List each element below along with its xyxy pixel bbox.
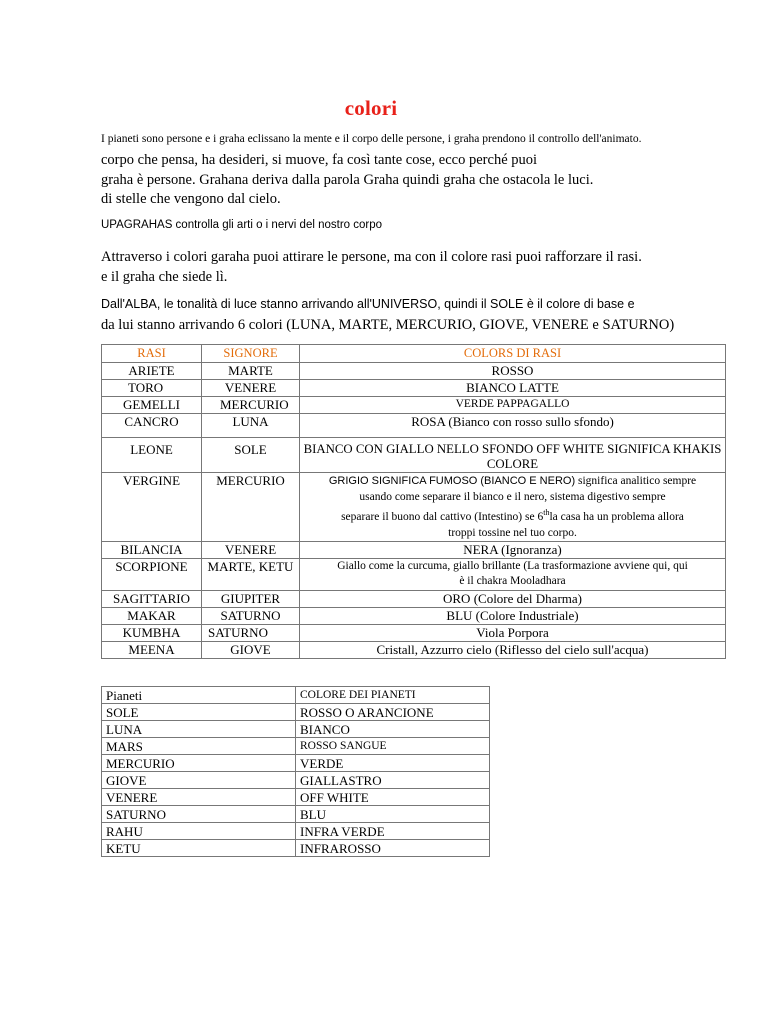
- colore-cell: BLU (Colore Industriale): [300, 607, 726, 624]
- paragraph-line: Dall'ALBA, le tonalità di luce stanno arrivando all'UNIVERSO, quindi il SOLE è il colore di base e: [101, 297, 635, 311]
- table-row: [102, 558, 726, 590]
- signore-cell: MARTE: [202, 363, 300, 380]
- rasi-cell: ARIETE: [102, 363, 202, 380]
- table-row: [102, 414, 726, 438]
- colore-cell: ORO (Colore del Dharma): [300, 590, 726, 607]
- signore-cell: MARTE, KETU: [202, 558, 300, 590]
- column-header: RASI: [102, 345, 202, 363]
- table-row: [102, 806, 490, 823]
- colore-cell: Viola Porpora: [300, 624, 726, 641]
- colore-cell: GIALLASTRO: [296, 772, 490, 789]
- table-row: [102, 363, 726, 380]
- colore-cell: INFRAROSSO: [296, 840, 490, 857]
- signore-cell: GIUPITER: [202, 590, 300, 607]
- pianeta-cell: MERCURIO: [102, 755, 296, 772]
- superscript: th: [543, 508, 550, 517]
- rasi-cell: TORO: [102, 380, 202, 397]
- pianeta-cell: SATURNO: [102, 806, 296, 823]
- colore-cell: ROSA (Bianco con rosso sullo sfondo): [300, 414, 726, 438]
- table-row: [102, 840, 490, 857]
- paragraph-line: e il graha che siede lì.: [101, 269, 228, 285]
- colore-cell: INFRA VERDE: [296, 823, 490, 840]
- column-header: COLORS DI RASI: [300, 345, 726, 363]
- colore-cell: ROSSO SANGUE: [296, 738, 490, 755]
- colore-text: significa analitico sempre: [575, 475, 697, 487]
- table-row: [102, 541, 726, 558]
- colore-cell: OFF WHITE: [296, 789, 490, 806]
- column-header: COLORE DEI PIANETI: [296, 687, 490, 704]
- rasi-cell: GEMELLI: [102, 397, 202, 414]
- colore-text: la casa ha un problema allora: [549, 510, 684, 523]
- column-header: SIGNORE: [202, 345, 300, 363]
- page-title: colori: [344, 96, 398, 120]
- table-row: [102, 789, 490, 806]
- rasi-cell: LEONE: [102, 438, 202, 473]
- colore-cell: [300, 558, 726, 590]
- colore-text: GRIGIO SIGNIFICA FUMOSO (BIANCO E NERO): [328, 475, 576, 487]
- table-row: [102, 624, 726, 641]
- rasi-cell: SCORPIONE: [102, 558, 202, 590]
- pianeti-table: [101, 686, 490, 857]
- signore-cell: GIOVE: [202, 641, 300, 658]
- table-row: [102, 641, 726, 658]
- pianeta-cell: LUNA: [102, 721, 296, 738]
- table-row: [102, 473, 726, 542]
- table-row: [102, 738, 490, 755]
- signore-cell: VENERE: [202, 380, 300, 397]
- colore-cell: VERDE PAPPAGALLO: [300, 397, 726, 414]
- signore-cell: VENERE: [202, 541, 300, 558]
- table-header-row: [102, 345, 726, 363]
- paragraph-line: da lui stanno arrivando 6 colori (LUNA, MARTE, MERCURIO, GIOVE, VENERE e SATURNO): [101, 317, 675, 333]
- signore-cell: MERCURIO: [202, 397, 300, 414]
- table-row: [102, 590, 726, 607]
- table-row: [102, 438, 726, 473]
- pianeta-cell: RAHU: [102, 823, 296, 840]
- signore-cell: SATURNO: [202, 607, 300, 624]
- colore-cell: BLU: [296, 806, 490, 823]
- rasi-table: [101, 344, 726, 659]
- signore-cell: SOLE: [202, 438, 300, 473]
- colore-text: è il chakra Mooladhara: [459, 574, 566, 587]
- colore-cell: ROSSO: [300, 363, 726, 380]
- colore-cell: VERDE: [296, 755, 490, 772]
- intro-paragraph: I pianeti sono persone e i graha eclissano la mente e il corpo delle persone, i graha prendono il controllo dell'animato.: [101, 133, 642, 145]
- paragraph-line: corpo che pensa, ha desideri, si muove, fa così tante cose, ecco perché puoi: [101, 152, 538, 168]
- upagrahas-line: UPAGRAHAS controlla gli arti o i nervi del nostro corpo: [101, 219, 383, 231]
- signore-cell: LUNA: [202, 414, 300, 438]
- table-row: [102, 721, 490, 738]
- rasi-cell: SAGITTARIO: [102, 590, 202, 607]
- colore-text: usando come separare il bianco e il nero, sistema digestivo sempre: [359, 491, 666, 503]
- colore-cell: BIANCO LATTE: [300, 380, 726, 397]
- pianeta-cell: GIOVE: [102, 772, 296, 789]
- colore-text: separare il buono dal cattivo (Intestino) se 6: [341, 510, 544, 523]
- column-header: Pianeti: [102, 687, 296, 704]
- colore-cell: BIANCO: [296, 721, 490, 738]
- colore-cell: ROSSO O ARANCIONE: [296, 704, 490, 721]
- paragraph-line: di stelle che vengono dal cielo.: [101, 191, 281, 207]
- table-row: [102, 823, 490, 840]
- rasi-cell: CANCRO: [102, 414, 202, 438]
- colore-cell: NERA (Ignoranza): [300, 541, 726, 558]
- rasi-cell: MEENA: [102, 641, 202, 658]
- pianeta-cell: VENERE: [102, 789, 296, 806]
- rasi-cell: VERGINE: [102, 473, 202, 542]
- table-row: [102, 755, 490, 772]
- paragraph-line: graha è persone. Grahana deriva dalla parola Graha quindi graha che ostacola le luci.: [101, 172, 594, 188]
- colore-cell: BIANCO CON GIALLO NELLO SFONDO OFF WHITE SIGNIFICA KHAKIS COLORE: [300, 438, 726, 473]
- colore-cell: Cristall, Azzurro cielo (Riflesso del cielo sull'acqua): [300, 641, 726, 658]
- colore-cell: [300, 473, 726, 542]
- pianeta-cell: MARS: [102, 738, 296, 755]
- table-row: [102, 397, 726, 414]
- pianeta-cell: KETU: [102, 840, 296, 857]
- colore-text: Giallo come la curcuma, giallo brillante (La trasformazione avviene qui, qui: [337, 559, 688, 572]
- table-row: [102, 772, 490, 789]
- table-row: [102, 607, 726, 624]
- table-header-row: [102, 687, 490, 704]
- signore-cell: SATURNO: [202, 624, 300, 641]
- rasi-cell: BILANCIA: [102, 541, 202, 558]
- signore-cell: MERCURIO: [202, 473, 300, 542]
- table-row: [102, 704, 490, 721]
- colore-text: troppi tossine nel tuo corpo.: [448, 526, 577, 539]
- rasi-cell: KUMBHA: [102, 624, 202, 641]
- table-row: [102, 380, 726, 397]
- paragraph-line: Attraverso i colori garaha puoi attirare le persone, ma con il colore rasi puoi rafforzare il rasi.: [101, 249, 642, 265]
- pianeta-cell: SOLE: [102, 704, 296, 721]
- rasi-cell: MAKAR: [102, 607, 202, 624]
